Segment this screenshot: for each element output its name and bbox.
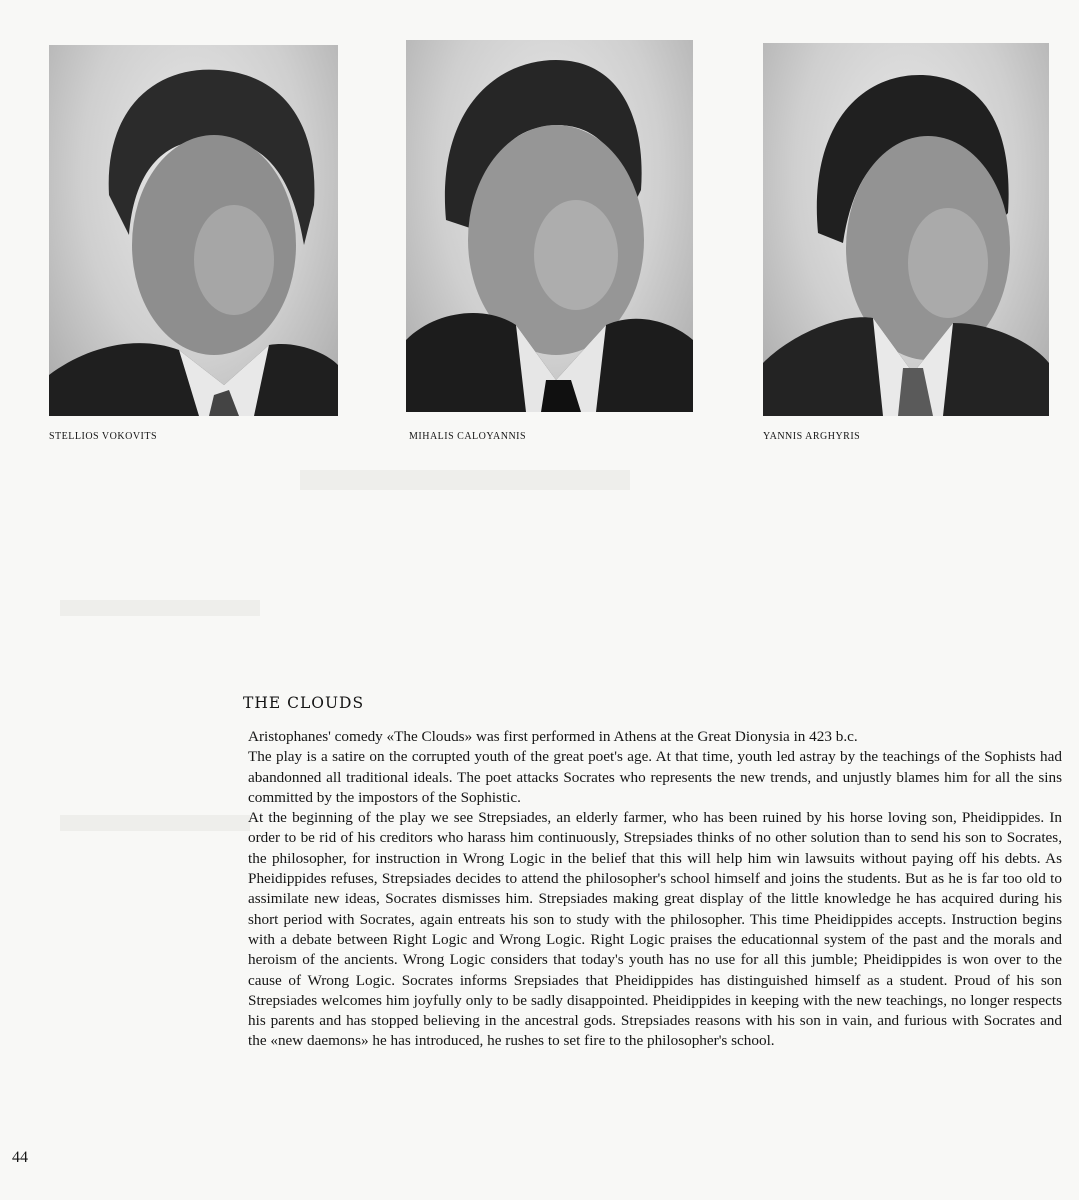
article-paragraph-3: At the beginning of the play we see Strepsiades, an elderly farmer, who has been ruined by his horse loving son, Pheidippides. In order to be rid of his creditors who harass him continuously, Strepsiades thinks of no other solution than to send his son to Socrates, the philosopher, for instruction in Wrong Logic in the belief that this will help him win lawsuits without paying off his debts. As Pheidippides refuses, Strepsiades decides to attend the philosopher's school himself and joins the students. But as he is far too old to assimilate new ideas, Socrates dismisses him. Strepsiades making great display of the little knowledge he has acquired during his short period with Socrates, again entreats his son to study with the philosopher. This time Pheidippides accepts. Instruction begins with a debate between Right Logic and Wrong Logic. Right Logic praises the educationnal system of the past and the morals and heroism of the ancients. Wrong Logic considers that today's youth has no use for all this jumble; Pheidippides is won over to the cause of Wrong Logic. Socrates informs Srepsiades that Pheidippides has distinguished himself as a student. Proud of his son Strepsiades welcomes him joyfully only to be sadly disappointed. Pheidippides in keeping with the new teachings, no longer respects his parents and has stopped believing in the ancestral gods. Strepsiades reasons with his son in vain, and furious with Socrates and the «new daemons» he has introduced, he rushes to set fire to the philosopher's school.	[248, 809, 1062, 1050]
portrait-photo-2	[406, 40, 693, 412]
portrait-caption-3: YANNIS ARGHYRIS	[763, 431, 861, 442]
portrait-caption-1: STELLIOS VOKOVITS	[49, 431, 158, 442]
portrait-photo-1	[49, 45, 338, 416]
article-title: THE CLOUDS	[243, 694, 365, 712]
show-through-band	[300, 470, 630, 490]
show-through-band	[60, 600, 260, 616]
article-paragraph-2: The play is a satire on the corrupted youth of the great poet's age. At that time, youth led astray by the teachings of the Sophists had abandonned all traditional ideals. The poet attacks Socrates who represents the new trends, and unjustly blames him for all the sins committed by the impostors of the Sophistic.	[248, 748, 1062, 806]
portrait-photo-3	[763, 43, 1049, 416]
show-through-band	[60, 815, 250, 831]
page-number: 44	[12, 1149, 28, 1166]
article-paragraph-1: Aristophanes' comedy «The Clouds» was first performed in Athens at the Great Dionysia in 423 b.c.	[248, 728, 858, 745]
article-body	[248, 727, 1062, 1052]
portrait-caption-2: MIHALIS CALOYANNIS	[409, 431, 527, 442]
